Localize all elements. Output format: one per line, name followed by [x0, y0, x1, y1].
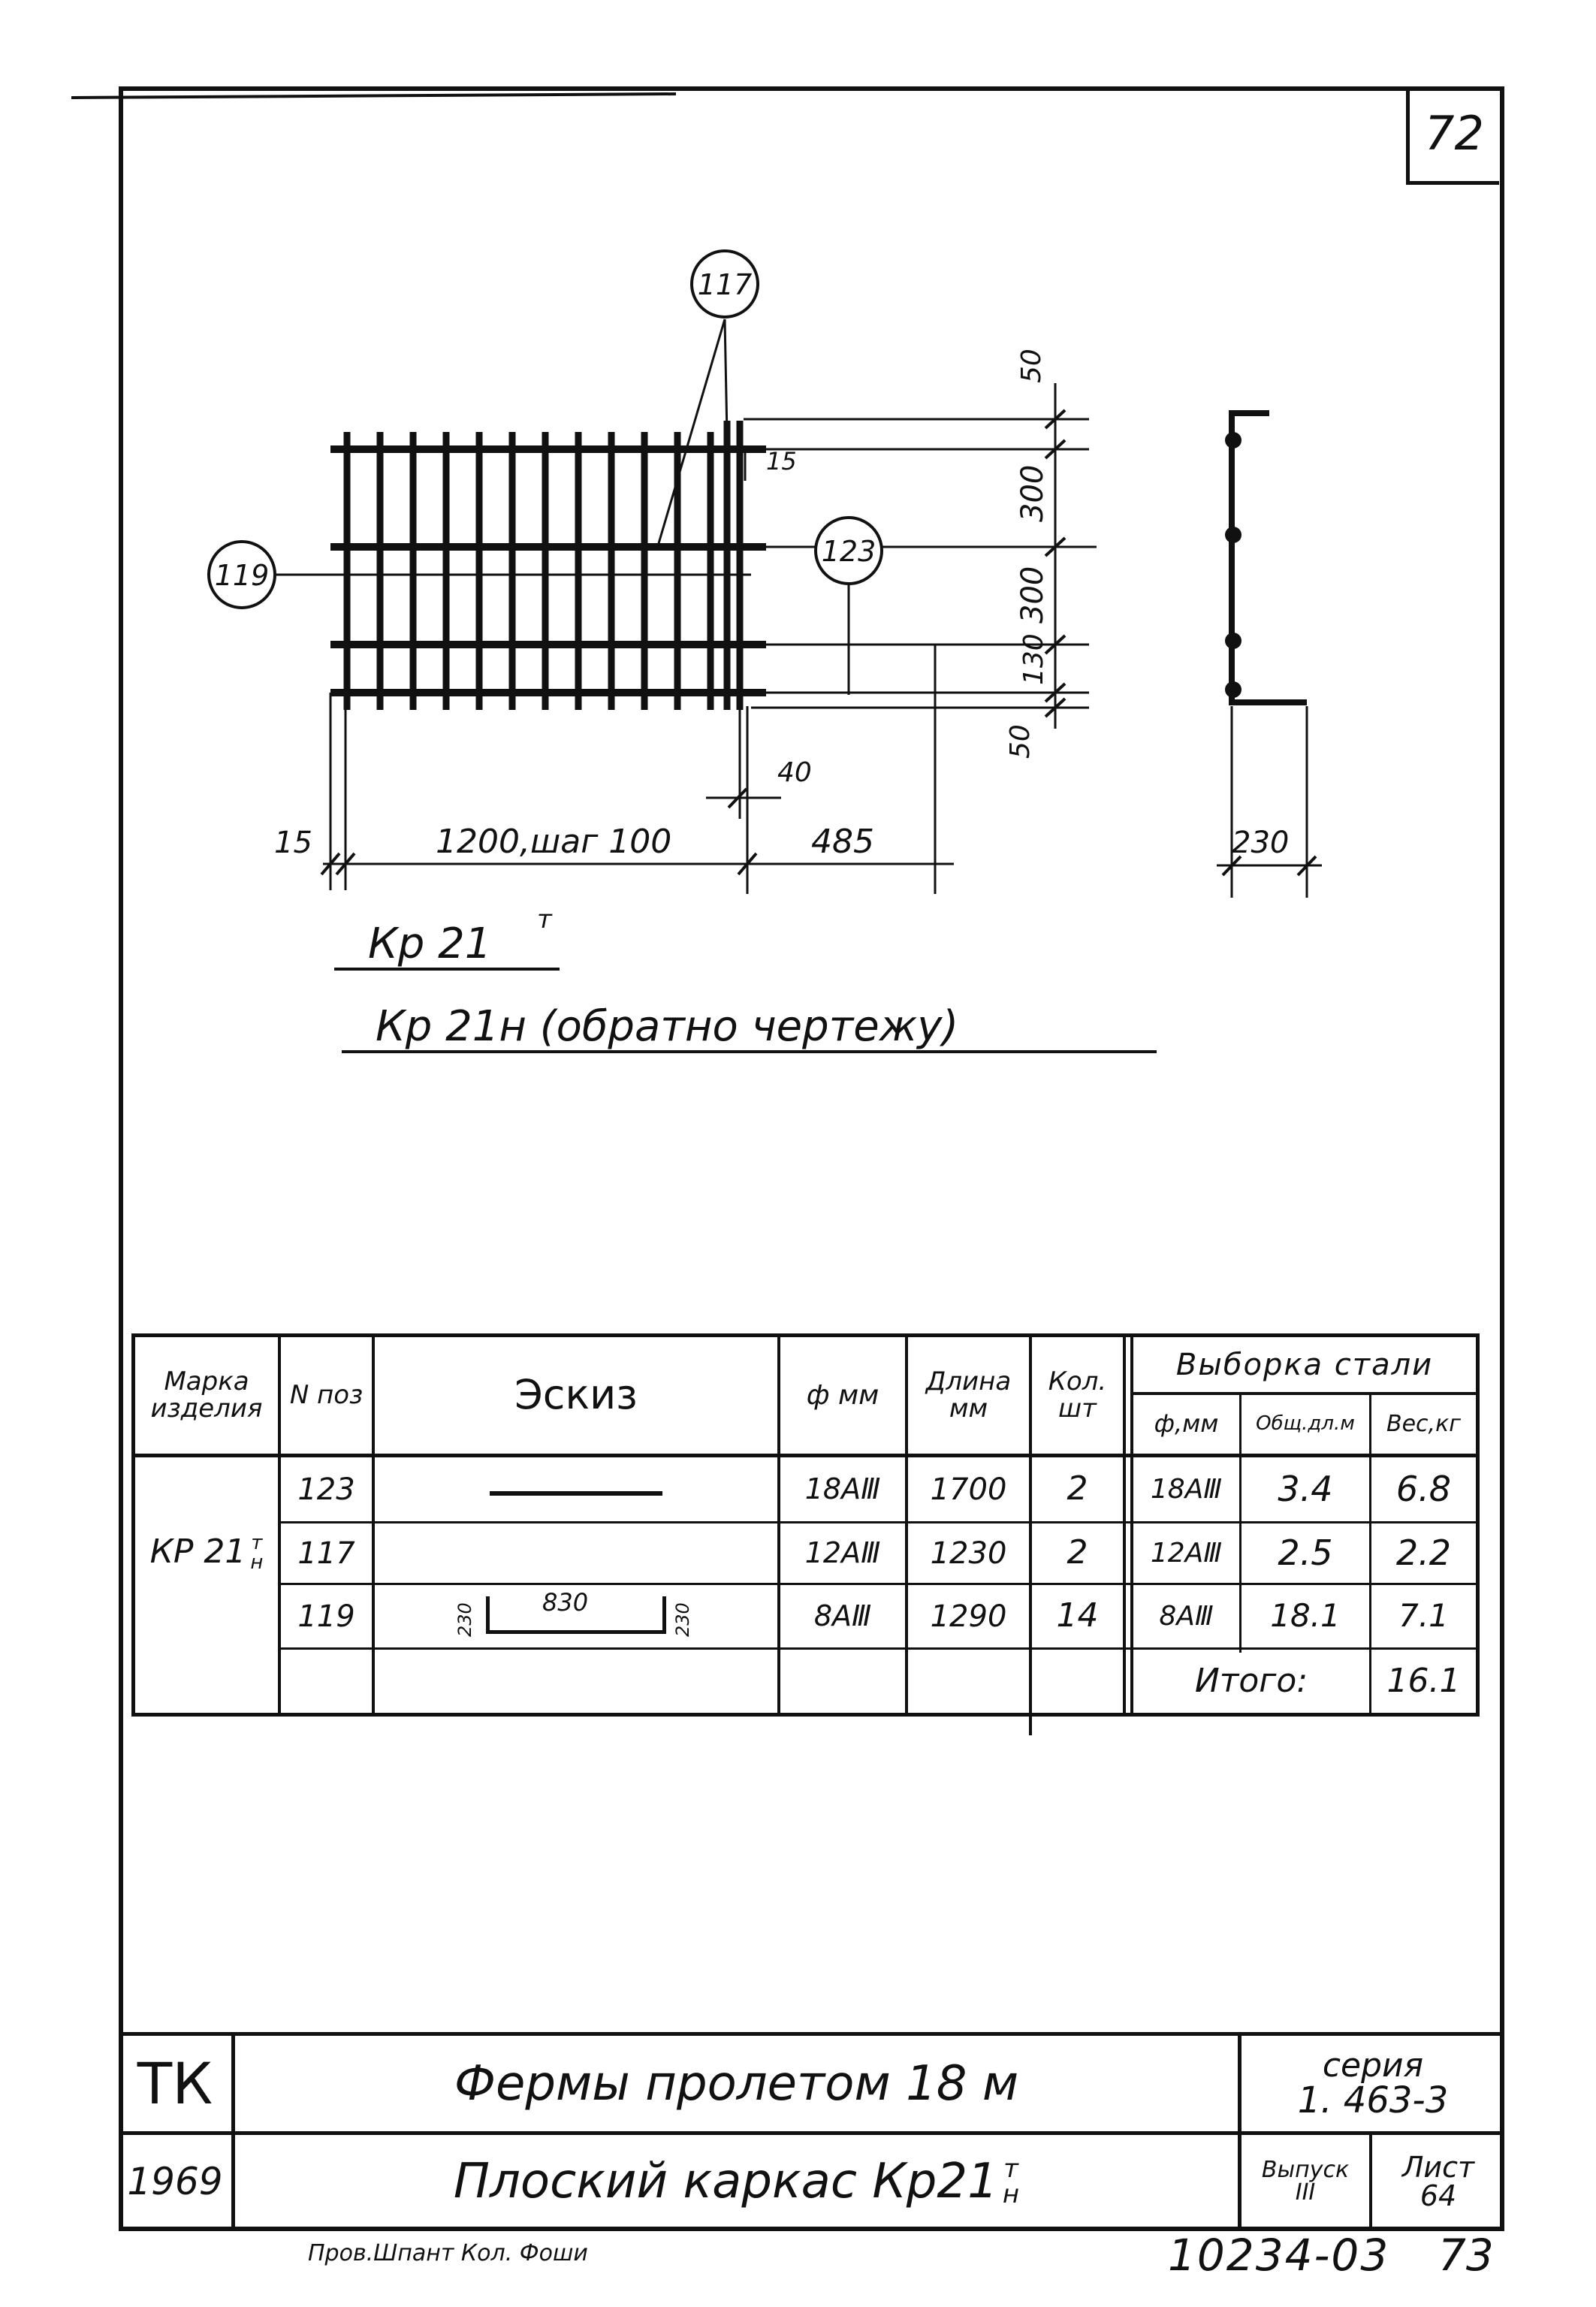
footer-doc-number: 10234-03	[1168, 2230, 1390, 2281]
sketch-straight-bar	[490, 1491, 662, 1496]
tb-issue	[1242, 2135, 1369, 2227]
sketch-119-mid: 830	[542, 1587, 589, 1617]
header-length: Длина мм	[925, 1366, 1012, 1424]
row1-sketch	[375, 1457, 777, 1521]
header-mark: Марка изделия	[150, 1366, 263, 1424]
header-sketch: Эскиз	[514, 1371, 638, 1419]
dim-gap-40: 40	[777, 757, 812, 788]
footer-page: 73	[1438, 2230, 1494, 2281]
mark-line2: Кр 21н (обратно чертежу)	[376, 1002, 959, 1051]
row1-diam: 18AⅢ	[804, 1472, 881, 1505]
dim-right-top: 50	[1016, 349, 1047, 383]
dim-right-small: 15	[766, 447, 797, 476]
mark-value-sub: н	[250, 1551, 264, 1574]
row1-qty: 2	[1067, 1469, 1088, 1508]
tb-sheet	[1372, 2135, 1504, 2227]
header-steel-group: Выборка стали	[1175, 1347, 1434, 1382]
row2-length: 1230	[930, 1535, 1007, 1571]
mark-line1-sup: т	[537, 904, 552, 935]
tb-title2-wrap	[235, 2135, 1238, 2227]
callout-117: 117	[697, 268, 753, 301]
row2-steel-len: 2.5	[1278, 1532, 1333, 1574]
row3-steel-wt: 7.1	[1398, 1597, 1449, 1635]
row2-diam: 12AⅢ	[804, 1535, 881, 1569]
row2-qty: 2	[1067, 1533, 1088, 1572]
callout-119: 119	[214, 559, 270, 592]
dim-section-width: 230	[1232, 826, 1290, 860]
reinforcement-drawing	[0, 0, 1596, 1127]
mark-value-sup: т	[251, 1531, 263, 1554]
header-steel-total-len: Общ.дл.м	[1256, 1412, 1355, 1436]
row1-steel-len: 3.4	[1278, 1469, 1333, 1510]
row3-pos: 119	[297, 1599, 355, 1634]
row3-sketch	[375, 1585, 777, 1647]
callout-123: 123	[821, 535, 876, 568]
dim-tail: 485	[811, 823, 874, 861]
mark-value-text: КР 21	[149, 1532, 246, 1572]
row3-steel-len: 18.1	[1270, 1597, 1341, 1635]
tb-title2-sup: т	[1003, 2153, 1018, 2184]
header-steel-diam: ф,мм	[1154, 1409, 1219, 1439]
row1-pos: 123	[297, 1472, 355, 1507]
dim-right-130: 130	[1018, 633, 1049, 685]
dim-right-300a: 300	[1015, 464, 1050, 522]
tb-sheet-label: Лист	[1401, 2150, 1475, 2184]
row2-pos: 117	[297, 1535, 355, 1571]
row3-qty: 14	[1056, 1596, 1099, 1635]
mark-value	[135, 1457, 278, 1647]
page-number: 72	[1406, 89, 1499, 185]
mark-line1: Кр 21	[368, 919, 492, 968]
header-pos: N поз	[289, 1379, 364, 1410]
row2-steel-diam: 12AⅢ	[1150, 1537, 1223, 1569]
tb-issue-label: Выпуск	[1261, 2156, 1350, 2183]
tb-series-label: серия	[1322, 2046, 1424, 2085]
row2-steel-wt: 2.2	[1395, 1532, 1452, 1574]
row1-steel-diam: 18AⅢ	[1150, 1473, 1223, 1505]
tb-series-value: 1. 463-3	[1297, 2079, 1449, 2121]
total-value: 16.1	[1386, 1661, 1461, 1700]
specification-table	[131, 1333, 1480, 1717]
title-block	[119, 2032, 1504, 2231]
tb-title2-sub: н	[1002, 2179, 1020, 2209]
row1-steel-wt: 6.8	[1395, 1469, 1452, 1510]
footer-signature: Пров.Шпант Кол. Фоши	[308, 2240, 588, 2266]
total-label: Итого:	[1194, 1661, 1308, 1700]
sketch-119-right: 230	[672, 1602, 693, 1637]
tb-year: 1969	[127, 2159, 223, 2203]
dim-left-15: 15	[274, 826, 312, 860]
tb-tk: ТК	[137, 2049, 213, 2117]
row3-diam: 8AⅢ	[813, 1599, 872, 1632]
row3-length: 1290	[930, 1599, 1007, 1634]
header-diam: ф мм	[806, 1379, 879, 1411]
dim-right-300b: 300	[1015, 566, 1050, 624]
header-qty: Кол. шт	[1048, 1366, 1107, 1424]
dim-span: 1200,шаг 100	[436, 823, 672, 861]
row1-length: 1700	[930, 1472, 1007, 1507]
tb-title1: Фермы пролетом 18 м	[454, 2055, 1019, 2112]
dim-right-bottom: 50	[1005, 724, 1036, 759]
tb-title2: Плоский каркас Кр21	[453, 2153, 998, 2209]
tb-sheet-value: 64	[1420, 2179, 1457, 2212]
tb-issue-value: III	[1295, 2179, 1316, 2206]
tb-series	[1242, 2036, 1504, 2131]
sketch-119-left: 230	[454, 1602, 475, 1637]
row3-steel-diam: 8AⅢ	[1159, 1600, 1214, 1632]
header-steel-weight: Вес,кг	[1386, 1411, 1461, 1438]
